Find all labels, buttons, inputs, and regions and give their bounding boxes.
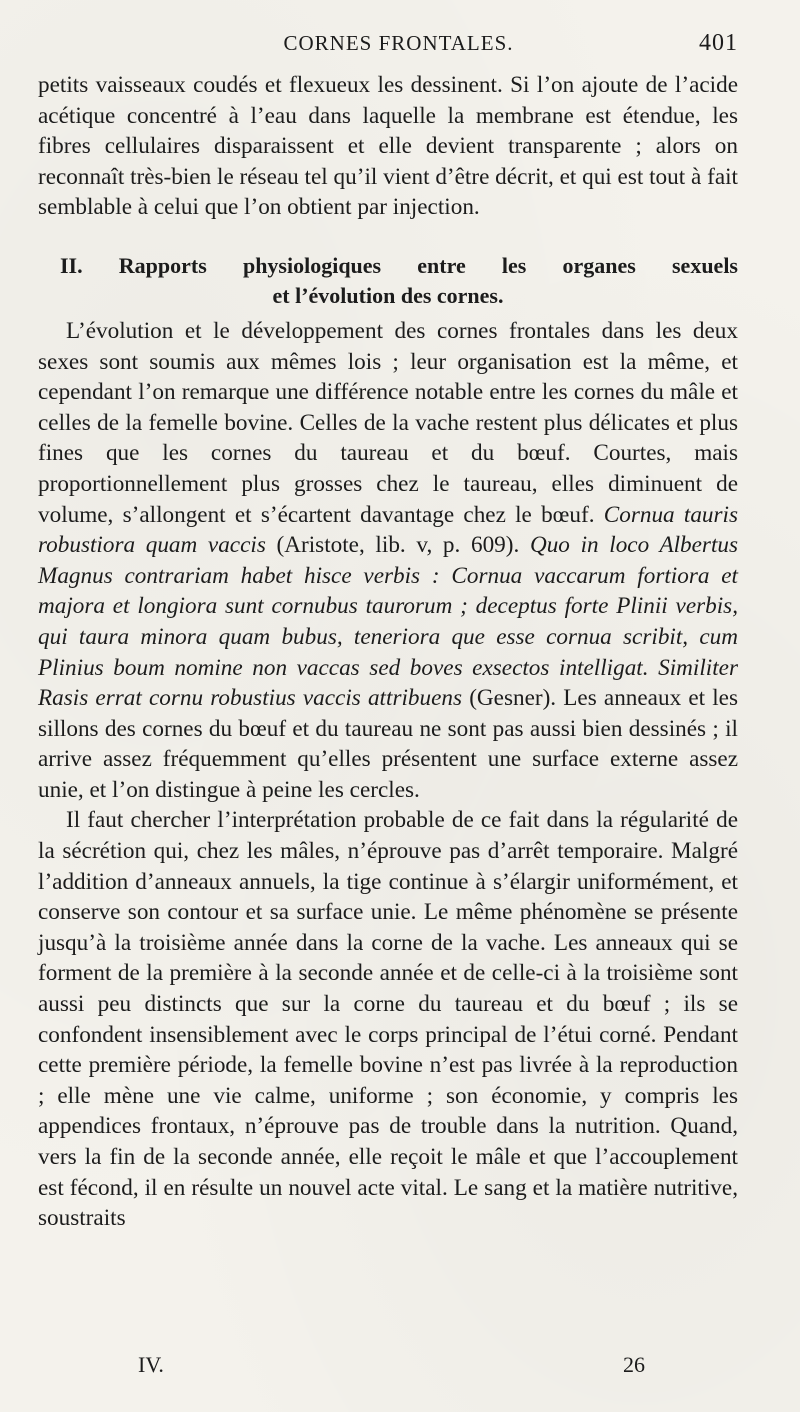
latin-quote-gesner: Quo in loco Albertus Magnus contrariam habet hisce verbis : Cornua vaccarum fortiora et majora et longiora sunt cornubus taurorum ; deceptus forte Plinii verbis, qui taura minora quam bubus, teneriora que esse cornua scribit, cum Plinius boum nomine non vaccas sed boves exsectos intelligat. Similiter Rasis errat cornu robustius vaccis attribuens (38, 532, 739, 712)
paragraph-2 (38, 316, 738, 806)
page-footer (138, 1352, 645, 1378)
signature-mark: IV. (138, 1352, 164, 1377)
latin-quote-1: Cornua tauris robustiora quam vaccis (38, 501, 739, 559)
section-heading (38, 251, 738, 311)
citation-aristote: (Aristote, lib. v, p. 609). (276, 532, 520, 559)
paragraph-2-text-a: L’évolution et le développement des cornes frontales dans les deux sexes sont soumis aux mêmes lois ; leur organisation est la même, et cependant l’on remarque une différence notable entre les cornes du mâle et celles de la femelle bovine. Celles de la vache restent plus délicates et plus fines que les cornes du taureau et du bœuf. Courtes, mais proportionnellement plus grosses chez le taureau, elles diminuent de volume, s’allongent et s’écartent davantage chez le bœuf. (38, 317, 738, 528)
body-text (38, 70, 738, 1234)
page-number: 401 (699, 30, 738, 56)
running-title: CORNES FRONTALES. (283, 31, 514, 55)
paragraph-2-text-e: (Gesner). Les anneaux et les sillons des cornes du bœuf et du taureau ne sont pas aussi bien dessinés ; il arrive assez fréquemment qu’elles présentent une surface externe assez unie, et l’on distingue à peine les cercles. (38, 685, 738, 803)
section-heading-line-2: et l’évolution des cornes. (272, 282, 504, 308)
paragraph-3: Il faut chercher l’interprétation probable de ce fait dans la régularité de la sécrétion qui, chez les mâles, n’éprouve pas d’arrêt temporaire. Malgré l’addition d’anneaux annuels, la tige continue à s’élargir uniformément, et conserve son contour et sa surface unie. Le même phénomène se présente jusqu’à la troisième année dans la corne de la vache. Les anneaux qui se forment de la première à la seconde année et de celle-ci à la troisième sont aussi peu distincts que sur la corne du taureau et du bœuf ; ils se confondent insensiblement avec le corps principal de l’étui corné. Pendant cette première période, la femelle bovine n’est pas livrée à la reproduction ; elle mène une vie calme, uniforme ; son économie, y compris les appendices frontaux, n’éprouve pas de trouble dans la nutrition. Quand, vers la fin de la seconde année, elle reçoit le mâle et que l’accouplement est fécond, il en résulte un nouvel acte vital. Le sang et la matière nutritive, soustraits (38, 807, 738, 1232)
section-heading-line-1: II. Rapports physiologiques entre les organes sexuels (60, 252, 738, 278)
paragraph-1: petits vaisseaux coudés et flexueux les dessinent. Si l’on ajoute de l’acide acétique concentré à l’eau dans laquelle la membrane est étendue, les fibres cellulaires disparaissent et elle devient transparente ; alors on reconnaît très-bien le réseau tel qu’il vient d’être décrit, et qui est tout à fait semblable à celui que l’on obtient par injection. (38, 72, 738, 221)
running-head (38, 30, 738, 70)
sheet-number: 26 (623, 1352, 645, 1377)
